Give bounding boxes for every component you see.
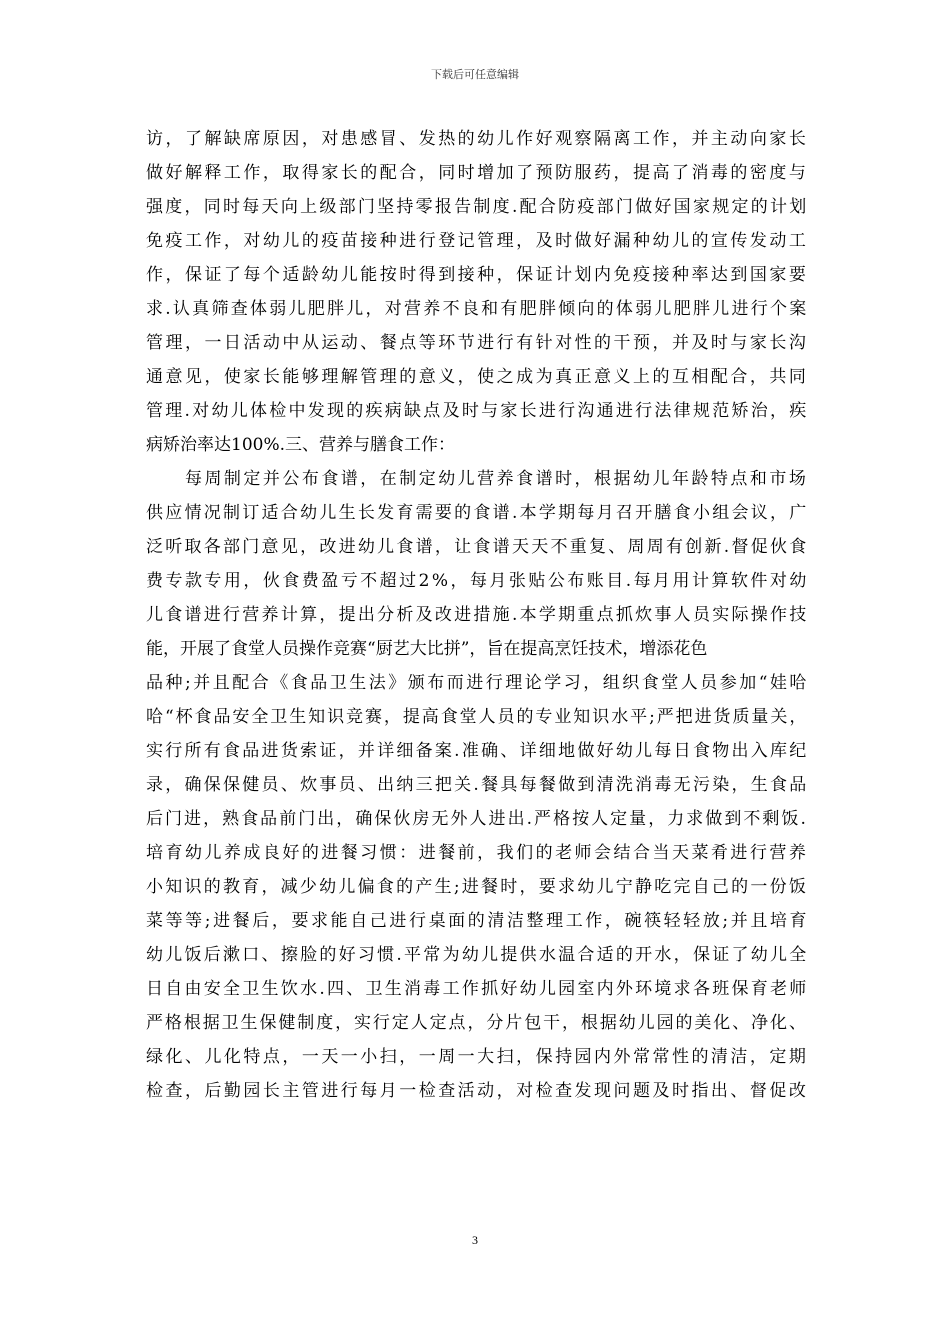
text-line: 录，确保保健员、炊事员、出纳三把关.餐具每餐做到清洗消毒无污染，生食品 xyxy=(146,775,809,795)
text-line: 能，开展了食堂人员操作竞赛“厨艺大比拼”，旨在提高烹饪技术，增添花色 xyxy=(146,639,708,659)
text-line: 培育幼儿养成良好的进餐习惯：进餐前，我们的老师会结合当天菜肴进行营养 xyxy=(146,843,809,863)
text-line: 作，保证了每个适龄幼儿能按时得到接种，保证计划内免疫接种率达到国家要 xyxy=(146,265,809,285)
text-line: 管理，一日活动中从运动、餐点等环节进行有针对性的干预，并及时与家长沟 xyxy=(146,333,809,353)
text-line: 菜等等;进餐后，要求能自己进行桌面的清洁整理工作，碗筷轻轻放;并且培育 xyxy=(146,911,810,931)
text-line: 通意见，使家长能够理解管理的意义，使之成为真正意义上的互相配合，共同 xyxy=(146,367,809,387)
text-line: 日自由安全卫生饮水.四、卫生消毒工作抓好幼儿园室内外环境求各班保育老师 xyxy=(146,979,809,999)
text-line: 供应情况制订适合幼儿生长发育需要的食谱.本学期每月召开膳食小组会议，广 xyxy=(146,503,809,523)
text-line: 免疫工作，对幼儿的疫苗接种进行登记管理，及时做好漏种幼儿的宣传发动工 xyxy=(146,231,809,251)
text-line: 泛听取各部门意见，改进幼儿食谱，让食谱天天不重复、周周有创新.督促伙食 xyxy=(146,537,809,557)
text-line: 访，了解缺席原因，对患感冒、发热的幼儿作好观察隔离工作，并主动向家长 xyxy=(146,129,809,149)
text-line: 求.认真筛查体弱儿肥胖儿，对营养不良和有肥胖倾向的体弱儿肥胖儿进行个案 xyxy=(146,299,809,319)
text-line: 管理.对幼儿体检中发现的疾病缺点及时与家长进行沟通进行法律规范矫治，疾 xyxy=(146,401,809,421)
text-line: 每周制定并公布食谱，在制定幼儿营养食谱时，根据幼儿年龄特点和市场 xyxy=(146,469,809,489)
text-line: 幼儿饭后漱口、擦脸的好习惯.平常为幼儿提供水温合适的开水，保证了幼儿全 xyxy=(146,945,809,965)
text-line: 病矫治率达100%.三、营养与膳食工作： xyxy=(146,435,456,455)
body-text xyxy=(146,122,810,1108)
text-line: 儿食谱进行营养计算，提出分析及改进措施.本学期重点抓炊事人员实际操作技 xyxy=(146,605,809,625)
text-line: 品种;并且配合《食品卫生法》颁布而进行理论学习，组织食堂人员参加“娃哈 xyxy=(146,673,809,693)
text-line: 检查，后勤园长主管进行每月一检查活动，对检查发现问题及时指出、督促改 xyxy=(146,1081,809,1101)
text-line: 做好解释工作，取得家长的配合，同时增加了预防服药，提高了消毒的密度与 xyxy=(146,163,809,183)
text-line: 后门进，熟食品前门出，确保伙房无外人进出.严格按人定量，力求做到不剩饭. xyxy=(146,809,808,829)
text-line: 小知识的教育，减少幼儿偏食的产生;进餐时，要求幼儿宁静吃完自己的一份饭 xyxy=(146,877,809,897)
page-header: 下载后可任意编辑 xyxy=(431,68,519,81)
page-number: 3 xyxy=(472,1233,478,1247)
text-line: 绿化、儿化特点，一天一小扫，一周一大扫，保持园内外常常性的清洁，定期 xyxy=(146,1047,809,1067)
text-line: 强度，同时每天向上级部门坚持零报告制度.配合防疫部门做好国家规定的计划 xyxy=(146,197,809,217)
text-line: 哈“杯食品安全卫生知识竞赛，提高食堂人员的专业知识水平;严把进货质量关， xyxy=(146,707,809,727)
text-line: 费专款专用，伙食费盈亏不超过2%，每月张贴公布账目.每月用计算软件对幼 xyxy=(146,571,809,591)
text-line: 严格根据卫生保健制度，实行定人定点，分片包干，根据幼儿园的美化、净化、 xyxy=(146,1013,808,1033)
text-line: 实行所有食品进货索证，并详细备案.准确、详细地做好幼儿每日食物出入库纪 xyxy=(146,741,809,761)
